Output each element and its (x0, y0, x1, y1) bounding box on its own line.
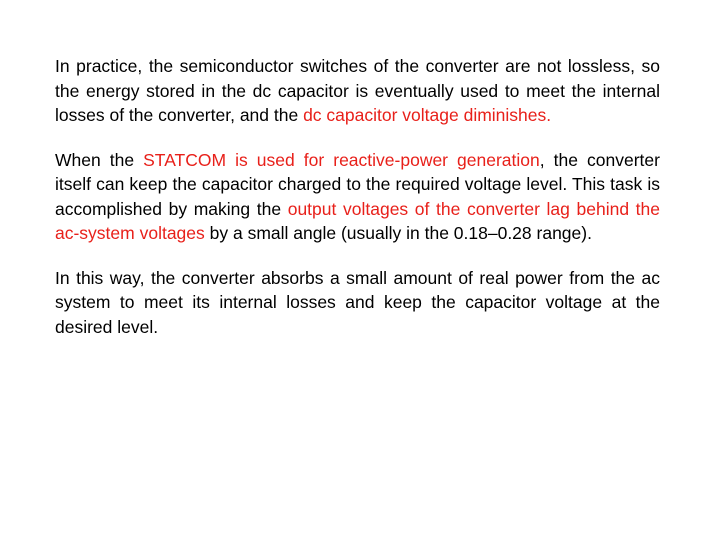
paragraph-1 (55, 54, 660, 128)
paragraph-3 (55, 266, 660, 340)
slide-body (55, 54, 660, 359)
paragraph-2 (55, 148, 660, 246)
paragraph-2-text-b: , the converter itself can keep the capacitor charged to the required voltage level. This task is accomplished by making the (55, 149, 660, 219)
paragraph-2-text-c: by a small angle (usually in the 0.18–0.28 range). (204, 223, 592, 243)
paragraph-2-text-a: When the (55, 149, 144, 170)
paragraph-1-text: In practice, the semiconductor switches of the converter are not lossless, so the energy stored in the dc capacitor is eventually used to meet the internal losses of the converter, and the (55, 56, 660, 125)
paragraph-3-text: In this way, the converter absorbs a small amount of real power from the ac system to meet its internal losses and keep the capacitor voltage at the desired level. (55, 267, 660, 337)
paragraph-2-highlight-b: output voltages of the converter lag behind the ac-system voltages (55, 198, 661, 243)
paragraph-2-highlight-a: STATCOM is used for reactive-power generation (143, 149, 540, 170)
paragraph-1-highlight: dc capacitor voltage diminishes. (303, 105, 552, 125)
